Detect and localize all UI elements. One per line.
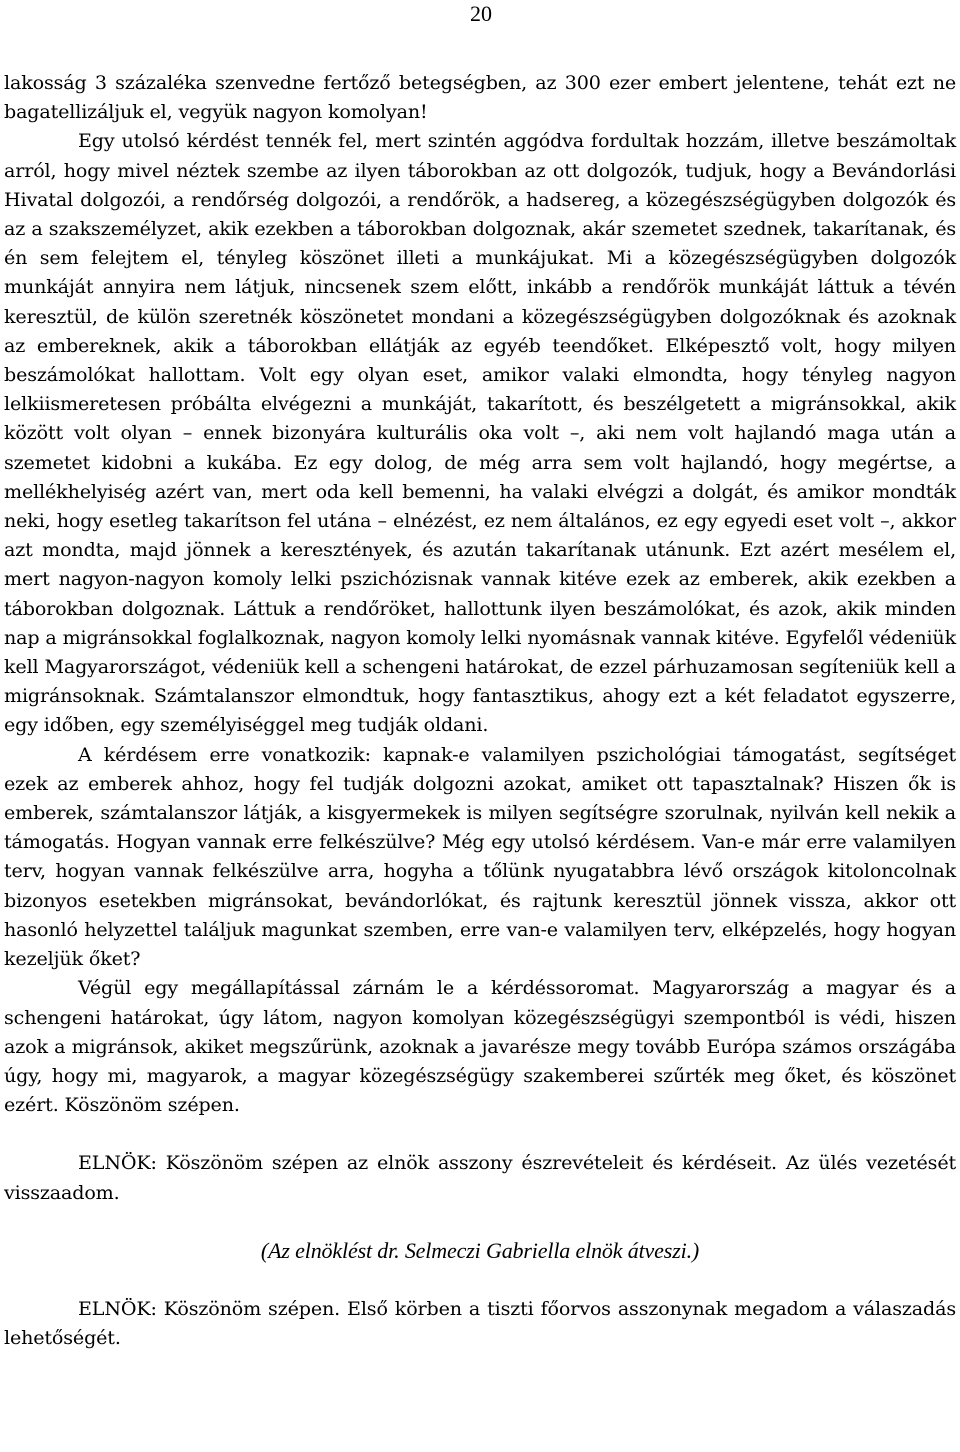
paragraph-chair-remark-1: ELNÖK: Köszönöm szépen az elnök asszony észrevételeit és kérdéseit. Az ülés vezetését visszaadom. bbox=[4, 1151, 956, 1204]
page-number: 20 bbox=[470, 1, 492, 26]
paragraph-question-psychological-support: A kérdésem erre vonatkozik: kapnak-e valamilyen pszichológiai támogatást, segítséget ezek az emberek ahhoz, hogy fel tudják dolgozni azokat, amiket ott tapasztalnak? Hiszen ők is emberek, számtalanszor látják, a kisgyermekek is milyen segítségre szorulnak, nyilván kell nekik a támogatás. Hogyan vannak erre felkészülve? Még egy utolsó kérdésem. Van-e már erre valamilyen terv, hogyan vannak felkészülve arra, hogyha a tőlünk nyugatabbra lévő országok kitoloncolnak bizonyos esetekben migránsokat, bevándorlókat, és rajtunk keresztül jönnek vissza, akkor ott hasonló helyzettel találjuk magunkat szemben, erre van-e valamilyen terv, elképzelés, hogy hogyan kezeljük őket? bbox=[4, 742, 956, 971]
paragraph-continuation: lakosság 3 százaléka szenvedne fertőző betegségben, az 300 ezer embert jelentene, tehát ezt ne bagatellizáljuk el, vegyük nagyon komolyan! bbox=[4, 71, 956, 124]
paragraph-question-staff: Egy utolsó kérdést tennék fel, mert szintén aggódva fordultak hozzám, illetve beszámoltak arról, hogy mivel néztek szembe az ilyen táborokban az ott dolgozók, tudjuk, hogy a Bevándorlási Hivatal dolgozói, a rendőrség dolgozói, a rendőrök, a hadsereg, a közegészségügyben dolgozók és az a szakszemélyzet, akik ezekben a táborokban dolgoznak, akár szemetet szednek, takarítanak, és én sem felejtem el, tényleg köszönet illeti a munkájukat. Mi a közegészségügyben dolgozók munkáját annyira nem látjuk, nincsenek szem előtt, inkább a rendőrök munkáját láttuk a tévén keresztül, de külön szeretnék köszönetet mondani a közegészségügyben dolgozóknak és azoknak az embereknek, akik a táborokban ellátják az egyéb teendőket. Elképesztő volt, hogy milyen beszámolókat hallottam. Volt egy olyan eset, amikor valaki elmondta, hogy tényleg nagyon lelkiismeretesen próbálta elvégezni a munkáját, takarított, és beszélgetett a migránsokkal, akik között volt olyan – ennek bizonyára kulturális oka volt –, aki nem volt hajlandó maga után a szemetet kidobni a kukába. Ez egy dolog, de még arra sem volt hajlandó, hogy megértse, a mellékhelyiség azért van, mert oda kell bemenni, ha valaki elvégzi a dolgát, és amikor mondták neki, hogy esetleg takarítson fel utána – elnézést, ez nem általános, ez egy egyedi eset volt –, akkor azt mondta, majd jönnek a keresztények, és azután takarítanak utánunk. Ezt azért mesélem el, mert nagyon-nagyon komoly lelki pszichózisnak vannak kitéve ezek az emberek, akik ezekben a táborokban dolgoznak. Láttuk a rendőröket, hallottunk ilyen beszámolókat, és azok, akik minden nap a migránsokkal foglalkoznak, nagyon komoly lelki nyomásnak vannak kitéve. Egyfelől védeniük kell Magyarországot, védeniük kell a schengeni határokat, de ezzel párhuzamosan segíteniük kell a migránsoknak. Számtalanszor elmondtuk, hogy fantasztikus, ahogy ezt a két feladatot egyszerre, egy időben, egy személyiséggel meg tudják oldani. bbox=[4, 129, 956, 737]
paragraph-chair-remark-2: ELNÖK: Köszönöm szépen. Első körben a tiszti főorvos asszonynak megadom a válaszadás lehetőségét. bbox=[4, 1296, 956, 1350]
paragraph-closing-remark: Végül egy megállapítással zárnám le a kérdéssoromat. Magyarország a magyar és a schengeni határokat, úgy látom, nagyon komolyan közegészségügyi szempontból is védi, hiszen azok a migránsok, akiket megszűrünk, azoknak a javarésze megy tovább Európa számos országába úgy, hogy mi, magyarok, a magyar közegészségügy szakemberei szűrték meg őket, és köszönet ezért. Köszönöm szépen. bbox=[4, 976, 956, 1117]
document-body bbox=[4, 68, 956, 1352]
stage-direction-note: (Az elnöklést dr. Selmeczi Gabriella elnök átveszi.) bbox=[260, 1237, 700, 1263]
